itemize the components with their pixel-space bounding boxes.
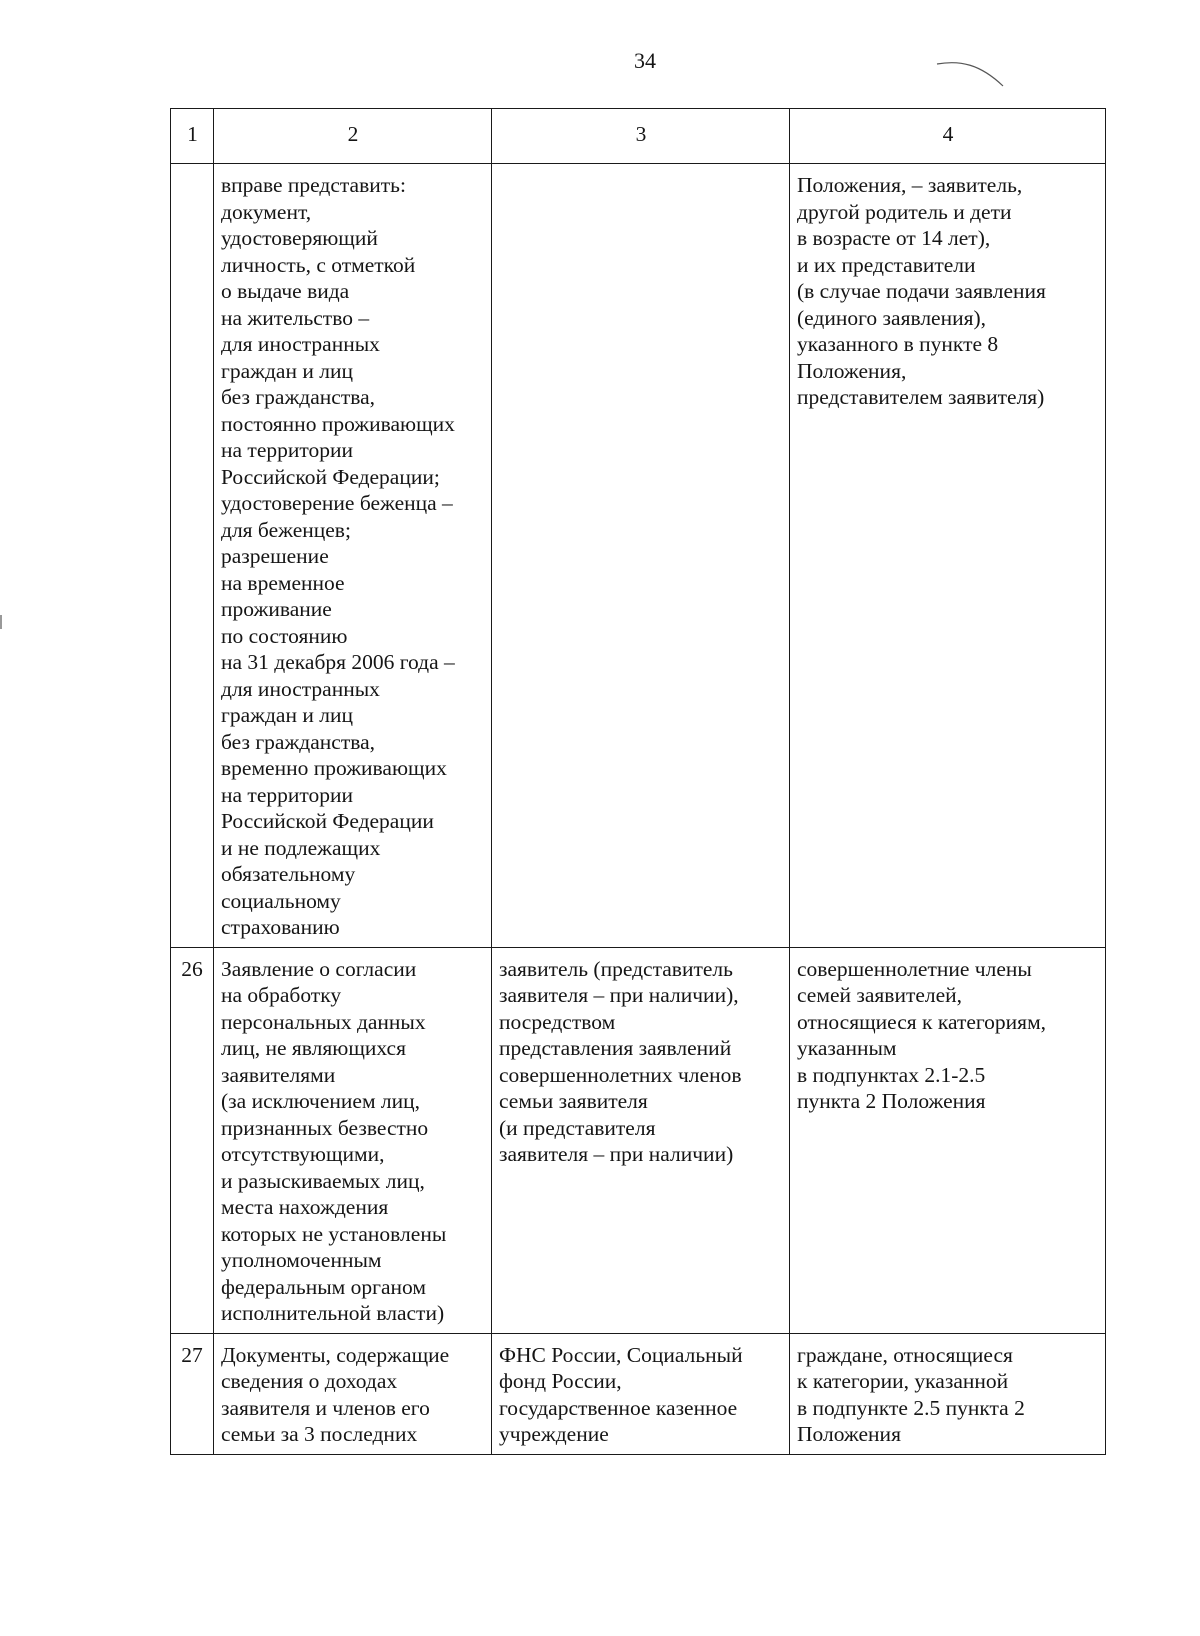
table-row (171, 947, 1106, 1333)
document-cell: вправе представить: документ, удостоверяющий личность, с отметкой о выдаче вида на жительство – для иностранных граждан и лиц без гражданства, постоянно проживающих на территории Российской Федерации; удостоверение беженца – для беженцев; разрешение на временное проживание по состоянию на 31 декабря 2006 года – для иностранных граждан и лиц без гражданства, временно проживающих на территории Российской Федерации и не подлежащих обязательному социальному страхованию (214, 164, 492, 948)
applicant-cell: Положения, – заявитель, другой родитель и дети в возрасте от 14 лет), и их представители (в случае подачи заявления (единого заявления), указанного в пункте 8 Положения, представителем заявителя) (790, 164, 1106, 948)
header-cell-3: 3 (492, 109, 790, 164)
document-cell: Заявление о согласии на обработку персональных данных лиц, не являющихся заявителями (за исключением лиц, признанных безвестно отсутствующими, и разыскиваемых лиц, места нахождения которых не установлены уполномоченным федеральным органом исполнительной власти) (214, 947, 492, 1333)
table-row (171, 1333, 1106, 1454)
source-cell: заявитель (представитель заявителя – при наличии), посредством представления заявлений совершеннолетних членов семьи заявителя (и представителя заявителя – при наличии) (492, 947, 790, 1333)
header-cell-2: 2 (214, 109, 492, 164)
applicant-cell: совершеннолетние члены семей заявителей, относящиеся к категориям, указанным в подпунктах 2.1-2.5 пункта 2 Положения (790, 947, 1106, 1333)
scan-mark (935, 56, 1005, 96)
row-number (171, 164, 214, 948)
header-cell-4: 4 (790, 109, 1106, 164)
source-cell: ФНС России, Социальный фонд России, государственное казенное учреждение (492, 1333, 790, 1454)
document-table (170, 108, 1106, 1455)
table-header-row (171, 109, 1106, 164)
table-row (171, 164, 1106, 948)
header-cell-1: 1 (171, 109, 214, 164)
source-cell (492, 164, 790, 948)
margin-tick (0, 615, 2, 629)
page-number: 34 (634, 48, 656, 73)
row-number: 26 (171, 947, 214, 1333)
document-cell: Документы, содержащие сведения о доходах заявителя и членов его семьи за 3 последних (214, 1333, 492, 1454)
applicant-cell: граждане, относящиеся к категории, указанной в подпункте 2.5 пункта 2 Положения (790, 1333, 1106, 1454)
row-number: 27 (171, 1333, 214, 1454)
